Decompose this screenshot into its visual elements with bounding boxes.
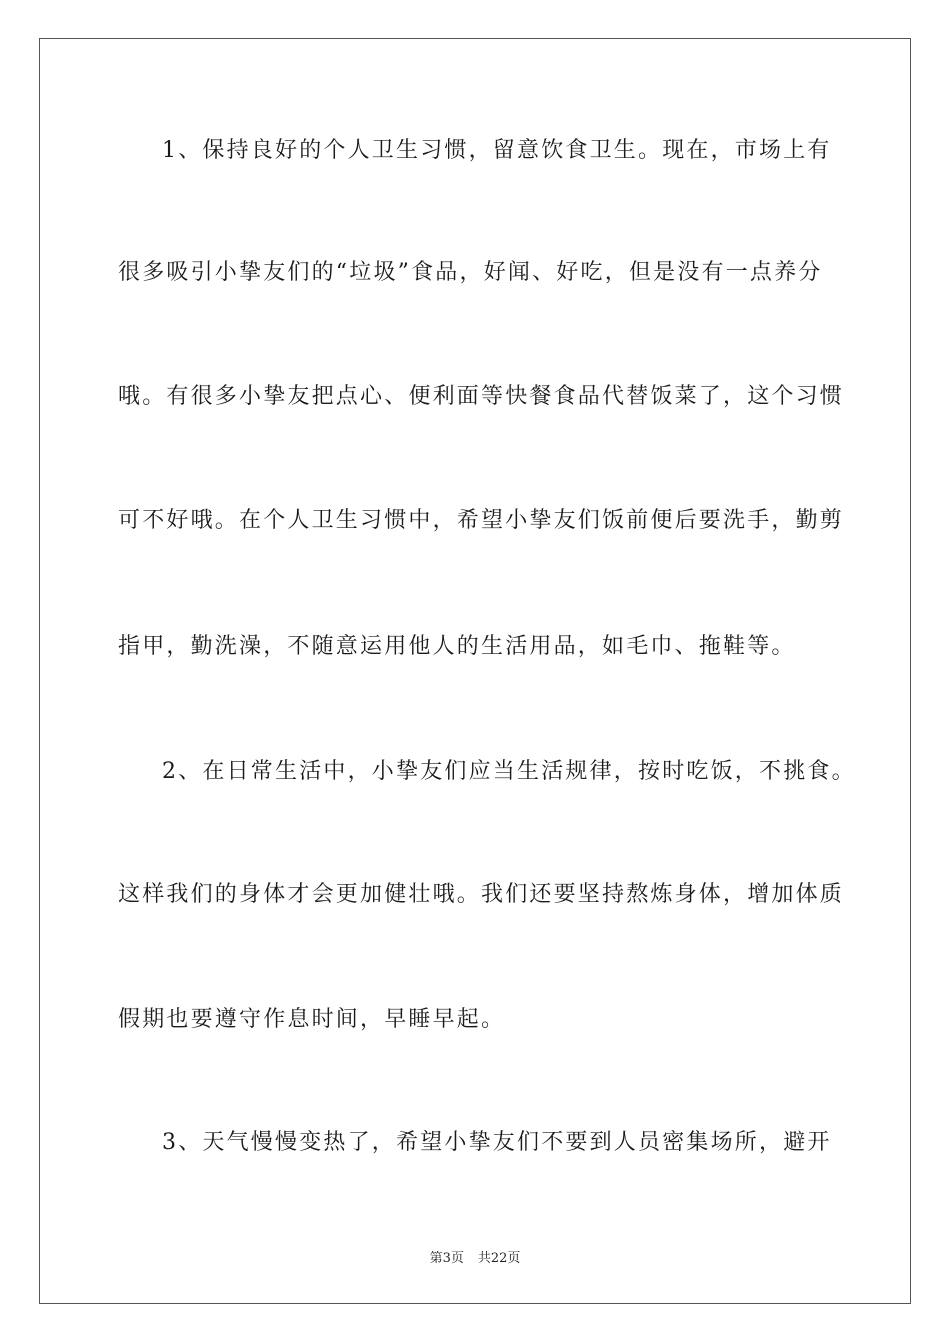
text-line: 可不好哦。在个人卫生习惯中，希望小挚友们饭前便后要洗手，勤剪: [118, 508, 845, 533]
page-number: 第3页: [429, 1251, 464, 1266]
page-footer: [0, 1247, 950, 1266]
text-line: 指甲，勤洗澡，不随意运用他人的生活用品，如毛巾、拖鞋等。: [118, 634, 796, 659]
text-line: 假期也要遵守作息时间，早睡早起。: [118, 1007, 506, 1032]
page-total: 共22页: [477, 1251, 521, 1266]
text-line: 1、保持良好的个人卫生习惯，留意饮食卫生。现在，市场上有: [162, 138, 832, 163]
text-line: 很多吸引小挚友们的“垃圾”食品，好闻、好吃，但是没有一点养分: [118, 260, 823, 285]
text-line: 2、在日常生活中，小挚友们应当生活规律，按时吃饭，不挑食。: [162, 759, 856, 784]
text-line: 这样我们的身体才会更加健壮哦。我们还要坚持熬炼身体，增加体质: [118, 882, 845, 907]
page-border: [39, 38, 911, 1304]
text-line: 3、天气慢慢变热了，希望小挚友们不要到人员密集场所，避开: [162, 1130, 832, 1155]
text-line: 哦。有很多小挚友把点心、便利面等快餐食品代替饭菜了，这个习惯: [118, 384, 845, 409]
